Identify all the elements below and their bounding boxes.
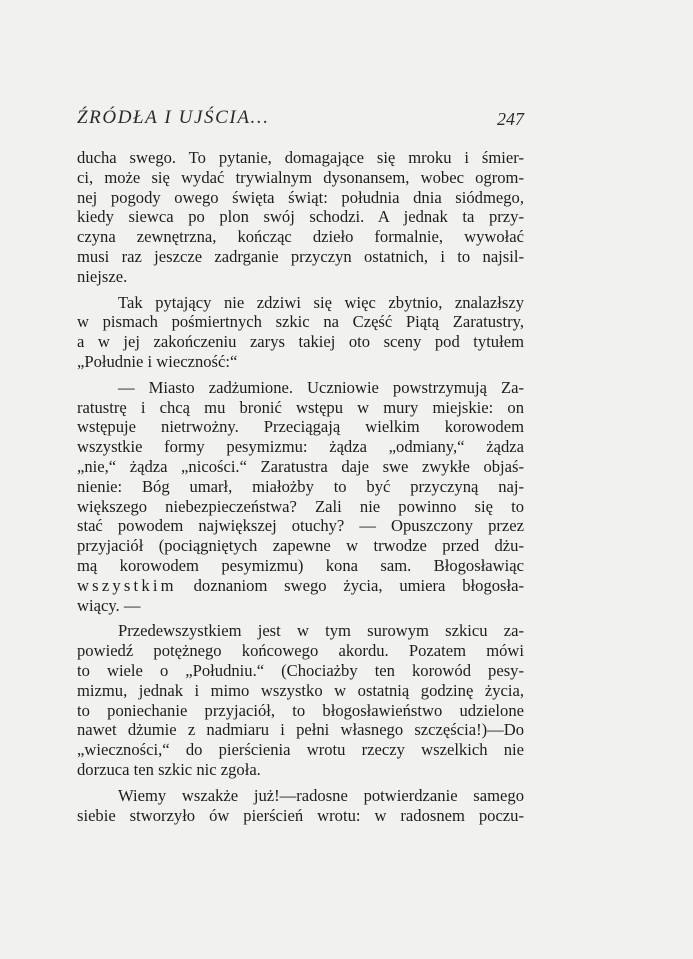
- running-head: [77, 107, 524, 131]
- text-line: Tak pytający nie zdziwi się więc zbytnio, znalazłszy: [118, 292, 524, 312]
- text-line: Wiemy wszakże już!—radosne potwierdzanie samego: [118, 785, 524, 805]
- text-line: „Południe i wieczność:“: [77, 351, 238, 371]
- text-line: czyna zewnętrzna, kończąc dzieło formalnie, wywołać: [77, 227, 524, 247]
- text-line: a w jej zakończeniu zarys takiej oto sceny pod tytułem: [77, 332, 524, 352]
- text-line: wiący. —: [77, 595, 141, 615]
- text-line: to poniechanie przyjaciół, to błogosławieństwo udzielone: [77, 700, 524, 720]
- text-line: wszystkie formy pesymizmu: żądza „odmiany,“ żądza: [77, 437, 524, 457]
- text-line: nawet dżumie z nadmiaru i pełni własnego szczęścia!)—Do: [77, 720, 524, 740]
- text-line: ducha swego. To pytanie, domagające się mroku i śmier-: [77, 148, 524, 167]
- paragraph: [77, 621, 524, 779]
- text-line: nienie: Bóg umarł, miałożby to być przyczyną naj-: [77, 476, 524, 496]
- paragraph: [77, 293, 524, 372]
- text-line: „wieczności,“ do pierścienia wrotu rzeczy wszelkich nie: [77, 740, 524, 760]
- text-line: mą korowodem pesymizmu) kona sam. Błogosławiąc: [77, 555, 524, 575]
- paragraph: [77, 148, 524, 287]
- text-line: — Miasto zadżumione. Uczniowie powstrzymują Za-: [118, 377, 524, 397]
- running-title: ŹRÓDŁA I UJŚCIA...: [77, 107, 270, 128]
- text-line: mizmu, jednak i mimo wszystko w ostatnią godzinę życia,: [77, 680, 524, 700]
- text-line: dorzuca ten szkic nic zgoła.: [77, 759, 261, 779]
- text-line: przyjaciół (pociągniętych zapewne w trwodze przed dżu-: [77, 536, 524, 556]
- text-line: wstępuje nietrwożny. Przeciągają wielkim korowodem: [77, 417, 524, 437]
- text-line: ci, może się wydać trywialnym dysonansem, wobec ogrom-: [77, 167, 524, 187]
- paragraph: [77, 378, 524, 616]
- text-line: siebie stworzyło ów pierścień wrotu: w radosnem poczu-: [77, 805, 524, 825]
- text-line: musi raz jeszcze zadrganie przyczyn ostatnich, i to najsil-: [77, 246, 524, 266]
- text-line: ratustrę i chcą mu bronić wstępu w mury miejskie: on: [77, 397, 524, 417]
- text-line: „nie,“ żądza „nicości.“ Zaratustra daje swe zwykłe objaś-: [77, 456, 524, 476]
- body-text: [77, 148, 524, 825]
- text-line: w pismach pośmiertnych szkic na Część Piątą Zaratustry,: [77, 312, 524, 332]
- paragraph: [77, 786, 524, 826]
- text-line: powiedź potężnego końcowego akordu. Pozatem mówi: [77, 641, 524, 661]
- text-line: większego niebezpieczeństwa? Zali nie powinno się to: [77, 496, 524, 516]
- text-line: Przedewszystkiem jest w tym surowym szkicu za-: [118, 621, 524, 641]
- emphasized-word: wszystkim: [77, 575, 177, 595]
- text-line: to wiele o „Południu.“ (Chociażby ten korowód pesy-: [77, 660, 524, 680]
- text-line: nej pogody owego święta świąt: południa dnia siódmego,: [77, 187, 524, 207]
- page-number: 247: [497, 109, 524, 129]
- text-line: kiedy siewca po plon swój schodzi. A jednak ta przy-: [77, 207, 524, 227]
- text-line: stać powodem największej otuchy? — Opuszczony przez: [77, 516, 524, 536]
- text-line: niejsze.: [77, 266, 128, 286]
- text-line: wszystkim doznaniom swego życia, umiera błogosła-: [77, 575, 524, 595]
